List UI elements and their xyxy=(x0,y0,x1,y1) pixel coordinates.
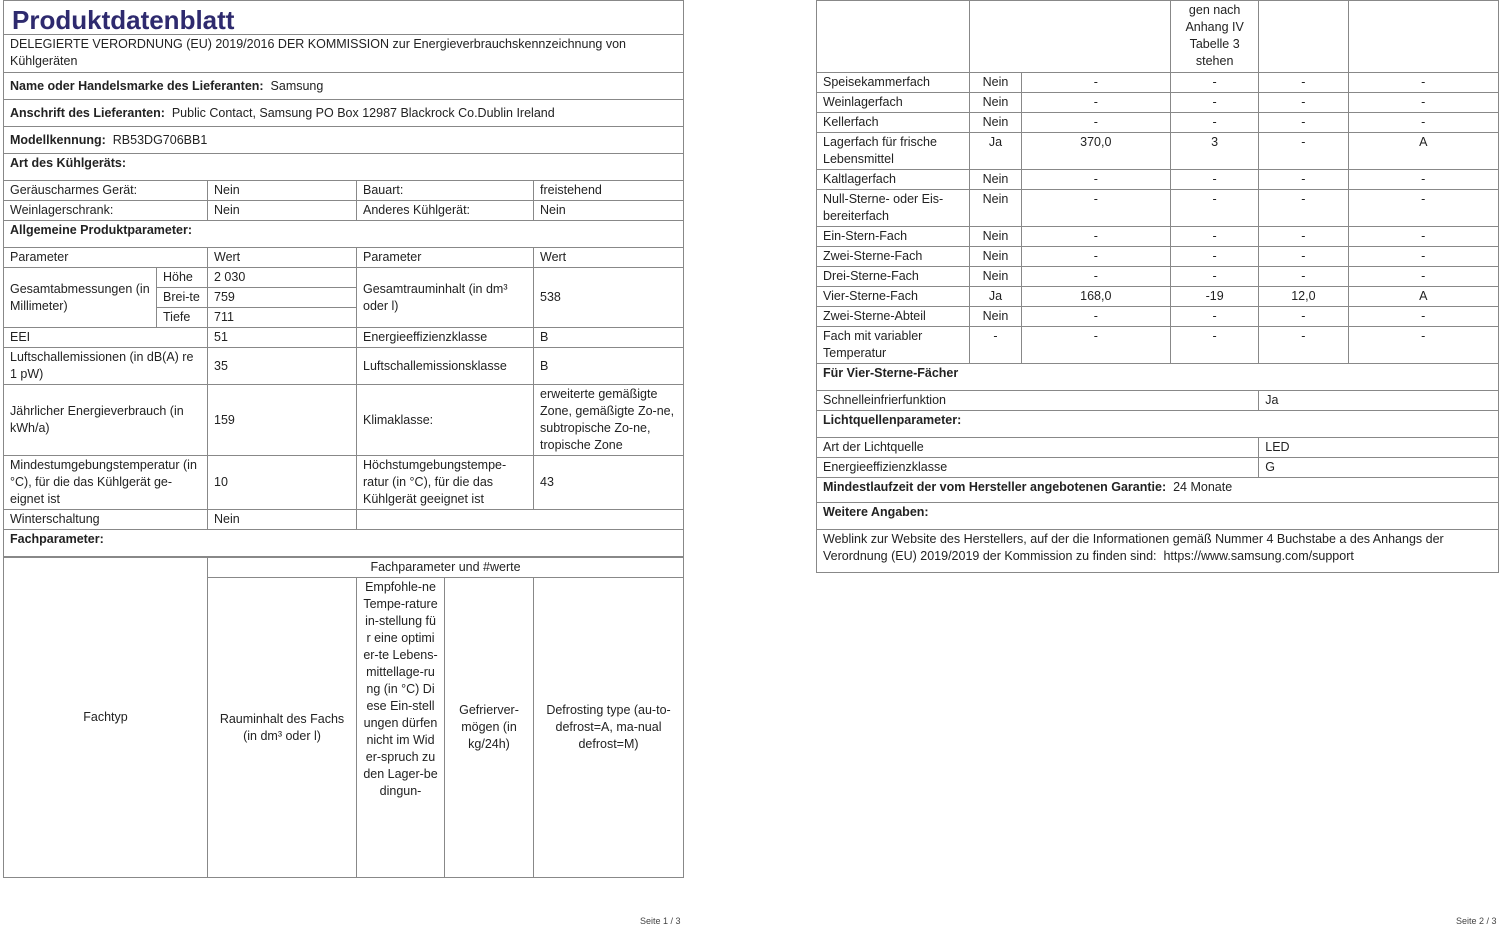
fach-type-header: Fachtyp xyxy=(4,558,208,878)
light-type-value: LED xyxy=(1259,438,1499,458)
compartment-temp: - xyxy=(1171,327,1259,364)
table-row xyxy=(4,181,684,201)
fast-freeze-value: Ja xyxy=(1259,391,1499,411)
type-header: Art des Kühlgeräts: xyxy=(4,154,684,181)
compartment-vol: - xyxy=(1021,170,1170,190)
compartment-freeze: - xyxy=(1259,307,1348,327)
row-label: Jährlicher Energieverbrauch (in kWh/a) xyxy=(4,385,208,456)
row-value: 43 xyxy=(534,456,684,510)
column-header: Wert xyxy=(208,248,357,268)
empty-cell xyxy=(1348,1,1498,73)
light-class-label: Energieeffizienzklasse xyxy=(817,458,1259,478)
supplier-label: Name oder Handelsmarke des Lieferanten: xyxy=(10,78,264,93)
row-value: 159 xyxy=(208,385,357,456)
compartment-freeze: - xyxy=(1259,247,1348,267)
table-row xyxy=(817,458,1499,478)
table-row xyxy=(4,348,684,385)
row-value: B xyxy=(534,348,684,385)
compartment-freeze: - xyxy=(1259,113,1348,133)
column-header: Parameter xyxy=(4,248,208,268)
compartment-vol: 168,0 xyxy=(1021,287,1170,307)
compartment-vol: - xyxy=(1021,307,1170,327)
empty-cell xyxy=(1259,1,1348,73)
compartment-name: Null-Sterne- oder Eis-bereiterfach xyxy=(817,190,970,227)
row-label: Klimaklasse: xyxy=(357,385,534,456)
product-info-table xyxy=(3,34,684,557)
compartment-temp: - xyxy=(1171,247,1259,267)
compartment-present: Ja xyxy=(970,287,1021,307)
compartment-temp: - xyxy=(1171,93,1259,113)
compartment-freeze: - xyxy=(1259,190,1348,227)
compartment-vol: - xyxy=(1021,327,1170,364)
address-row xyxy=(4,100,684,127)
compartment-vol: - xyxy=(1021,227,1170,247)
row-label: Bauart: xyxy=(357,181,534,201)
compartment-defrost: - xyxy=(1348,327,1498,364)
row-label: Mindestumgebungstemperatur (in °C), für die das Kühlgerät ge-eignet ist xyxy=(4,456,208,510)
general-header: Allgemeine Produktparameter: xyxy=(4,221,684,248)
compartment-defrost: - xyxy=(1348,113,1498,133)
weblink-url[interactable]: https://www.samsung.com/support xyxy=(1163,549,1354,563)
column-header: Rauminhalt des Fachs (in dm³ oder l) xyxy=(208,578,357,878)
compartment-temp: - xyxy=(1171,267,1259,287)
table-row xyxy=(817,190,1499,227)
table-row xyxy=(817,307,1499,327)
compartment-present: Nein xyxy=(970,113,1021,133)
row-value: B xyxy=(534,328,684,348)
compartment-defrost: - xyxy=(1348,227,1498,247)
table-row xyxy=(817,93,1499,113)
compartment-temp: - xyxy=(1171,170,1259,190)
table-row xyxy=(817,73,1499,93)
row-value: 51 xyxy=(208,328,357,348)
column-header: Parameter xyxy=(357,248,534,268)
fast-freeze-label: Schnelleinfrierfunktion xyxy=(817,391,1259,411)
empty-cell xyxy=(357,510,684,530)
column-header: Wert xyxy=(534,248,684,268)
volume-value: 538 xyxy=(534,268,684,328)
compartment-temp: - xyxy=(1171,227,1259,247)
weblink-row xyxy=(817,530,1499,573)
compartment-present: Nein xyxy=(970,247,1021,267)
compartment-name: Ein-Stern-Fach xyxy=(817,227,970,247)
dim-label: Höhe xyxy=(157,268,208,288)
model-row xyxy=(4,127,684,154)
compartment-freeze: - xyxy=(1259,93,1348,113)
row-value: 10 xyxy=(208,456,357,510)
compartment-freeze: - xyxy=(1259,73,1348,93)
row-value: Nein xyxy=(534,201,684,221)
compartment-present: Nein xyxy=(970,227,1021,247)
dim-label: Tiefe xyxy=(157,308,208,328)
address-label: Anschrift des Lieferanten: xyxy=(10,105,165,120)
table-row xyxy=(817,267,1499,287)
column-header: Empfohle-ne Tempe-raturein-stellung für eine optimier-te Lebens-mittellage-rung (in °C) Diese Ein-stellungen dürfen nicht im Wider-spruch zu den Lager-bedingun- xyxy=(357,578,445,878)
compartment-defrost: - xyxy=(1348,93,1498,113)
compartment-rows xyxy=(817,73,1499,364)
compartment-defrost: - xyxy=(1348,190,1498,227)
page-footer: Seite 1 / 3 xyxy=(640,916,681,926)
compartment-freeze: 12,0 xyxy=(1259,287,1348,307)
row-label: Höchstumgebungstempe-ratur (in °C), für die das Kühlgerät geeignet ist xyxy=(357,456,534,510)
compartment-vol: - xyxy=(1021,93,1170,113)
column-header-continued: gen nach Anhang IV Tabelle 3 stehen xyxy=(1171,1,1259,73)
four-star-header: Für Vier-Sterne-Fächer xyxy=(817,364,1499,391)
compartment-freeze: - xyxy=(1259,133,1348,170)
dim-value: 2 030 xyxy=(208,268,357,288)
page-1 xyxy=(3,0,684,907)
compartment-temp: - xyxy=(1171,113,1259,133)
row-label: Weinlagerschrank: xyxy=(4,201,208,221)
compartment-header: Fachparameter: xyxy=(4,530,684,557)
compartment-vol: - xyxy=(1021,247,1170,267)
row-label: Anderes Kühlgerät: xyxy=(357,201,534,221)
dim-value: 759 xyxy=(208,288,357,308)
table-row xyxy=(817,287,1499,307)
compartment-defrost: - xyxy=(1348,247,1498,267)
table-row xyxy=(4,201,684,221)
compartment-present: Nein xyxy=(970,73,1021,93)
compartment-freeze: - xyxy=(1259,267,1348,287)
compartment-defrost: A xyxy=(1348,133,1498,170)
compartment-present: Nein xyxy=(970,190,1021,227)
volume-label: Gesamtrauminhalt (in dm³ oder l) xyxy=(357,268,534,328)
table-row xyxy=(817,133,1499,170)
model-label: Modellkennung: xyxy=(10,132,106,147)
document-title: Produktdatenblatt xyxy=(3,0,684,34)
compartment-present: - xyxy=(970,327,1021,364)
compartment-name: Drei-Sterne-Fach xyxy=(817,267,970,287)
empty-cell xyxy=(817,1,970,73)
warranty-value: 24 Monate xyxy=(1173,480,1233,494)
compartment-defrost: - xyxy=(1348,73,1498,93)
light-header: Lichtquellenparameter: xyxy=(817,411,1499,438)
warranty-row xyxy=(817,478,1499,503)
compartment-vol: - xyxy=(1021,267,1170,287)
compartment-temp: -19 xyxy=(1171,287,1259,307)
compartment-vol: - xyxy=(1021,73,1170,93)
row-label: Luftschallemissionen (in dB(A) re 1 pW) xyxy=(4,348,208,385)
warranty-label: Mindestlaufzeit der vom Hersteller angebotenen Garantie: xyxy=(823,480,1167,494)
table-row xyxy=(4,328,684,348)
table-row xyxy=(4,456,684,510)
column-header: Gefrierver-mögen (in kg/24h) xyxy=(445,578,534,878)
row-value: 35 xyxy=(208,348,357,385)
regulation-text: DELEGIERTE VERORDNUNG (EU) 2019/2016 DER KOMMISSION zur Energieverbrauchskennzeichnung von Kühlgeräten xyxy=(4,35,684,73)
table-row xyxy=(817,327,1499,364)
compartment-freeze: - xyxy=(1259,227,1348,247)
compartment-vol: - xyxy=(1021,190,1170,227)
compartment-freeze: - xyxy=(1259,327,1348,364)
table-row xyxy=(817,170,1499,190)
compartment-present: Nein xyxy=(970,307,1021,327)
compartment-freeze: - xyxy=(1259,170,1348,190)
light-class-value: G xyxy=(1259,458,1499,478)
compartment-present: Nein xyxy=(970,170,1021,190)
supplier-row xyxy=(4,73,684,100)
compartment-name: Fach mit variabler Temperatur xyxy=(817,327,970,364)
row-value: erweiterte gemäßigte Zone, gemäßigte Zo-ne, subtropische Zo-ne, tropische Zone xyxy=(534,385,684,456)
fach-group-header: Fachparameter und #werte xyxy=(208,558,684,578)
table-row xyxy=(817,227,1499,247)
winter-value: Nein xyxy=(208,510,357,530)
compartment-present: Ja xyxy=(970,133,1021,170)
model-value: RB53DG706BB1 xyxy=(112,132,208,147)
row-label: EEI xyxy=(4,328,208,348)
compartment-name: Kellerfach xyxy=(817,113,970,133)
dim-label: Brei-te xyxy=(157,288,208,308)
row-label: Geräuscharmes Gerät: xyxy=(4,181,208,201)
compartment-temp: 3 xyxy=(1171,133,1259,170)
compartment-name: Weinlagerfach xyxy=(817,93,970,113)
compartment-name: Zwei-Sterne-Abteil xyxy=(817,307,970,327)
table-row xyxy=(817,438,1499,458)
compartment-present: Nein xyxy=(970,267,1021,287)
row-value: freistehend xyxy=(534,181,684,201)
table-row xyxy=(817,113,1499,133)
table-row xyxy=(817,391,1499,411)
light-type-label: Art der Lichtquelle xyxy=(817,438,1259,458)
compartment-name: Lagerfach für frische Lebensmittel xyxy=(817,133,970,170)
table-row xyxy=(4,385,684,456)
further-header: Weitere Angaben: xyxy=(817,503,1499,530)
dim-value: 711 xyxy=(208,308,357,328)
compartment-vol: - xyxy=(1021,113,1170,133)
compartment-vol: 370,0 xyxy=(1021,133,1170,170)
compartment-temp: - xyxy=(1171,190,1259,227)
address-value: Public Contact, Samsung PO Box 12987 Blackrock Co.Dublin Ireland xyxy=(171,105,555,120)
compartment-name: Zwei-Sterne-Fach xyxy=(817,247,970,267)
compartment-table-header xyxy=(3,557,684,878)
page-2 xyxy=(816,0,1499,590)
table-row xyxy=(4,510,684,530)
supplier-value: Samsung xyxy=(270,78,324,93)
compartment-temp: - xyxy=(1171,307,1259,327)
compartment-present: Nein xyxy=(970,93,1021,113)
compartment-defrost: - xyxy=(1348,170,1498,190)
compartment-name: Kaltlagerfach xyxy=(817,170,970,190)
row-label: Luftschallemissionsklasse xyxy=(357,348,534,385)
row-value: Nein xyxy=(208,181,357,201)
compartment-temp: - xyxy=(1171,73,1259,93)
compartment-name: Speisekammerfach xyxy=(817,73,970,93)
table-header-row xyxy=(4,248,684,268)
page-footer: Seite 2 / 3 xyxy=(1456,916,1497,926)
row-label: Energieeffizienzklasse xyxy=(357,328,534,348)
row-value: Nein xyxy=(208,201,357,221)
column-header: Defrosting type (au-to-defrost=A, ma-nual defrost=M) xyxy=(534,578,684,878)
dims-label: Gesamtabmessungen (in Millimeter) xyxy=(4,268,157,328)
compartment-defrost: - xyxy=(1348,267,1498,287)
table-row xyxy=(817,247,1499,267)
weblink-text: Weblink zur Website des Herstellers, auf der die Informationen gemäß Nummer 4 Buchstabe a des Anhangs der Verordnung (EU) 2019/2019 der Kommission zu finden sind: xyxy=(823,532,1444,563)
compartment-defrost: A xyxy=(1348,287,1498,307)
compartment-defrost: - xyxy=(1348,307,1498,327)
compartment-name: Vier-Sterne-Fach xyxy=(817,287,970,307)
empty-cell xyxy=(970,1,1171,73)
compartment-table xyxy=(816,0,1499,573)
winter-label: Winterschaltung xyxy=(4,510,208,530)
